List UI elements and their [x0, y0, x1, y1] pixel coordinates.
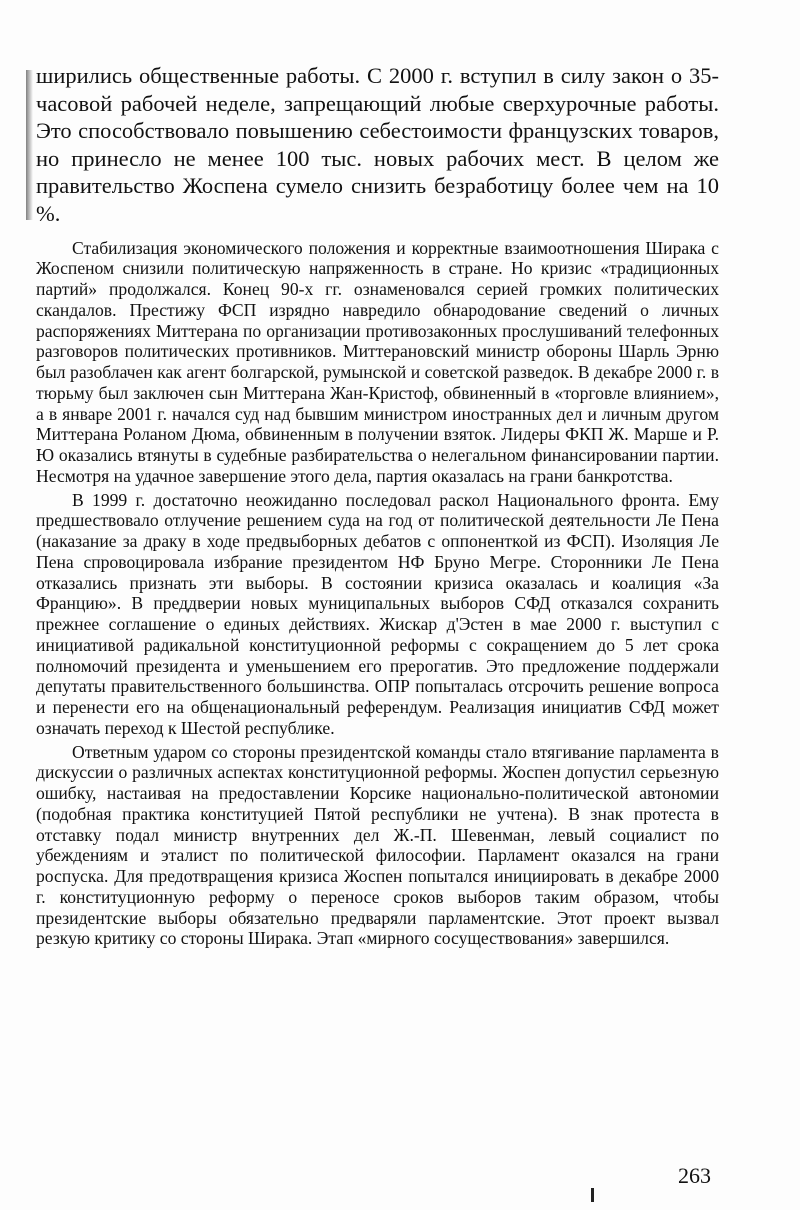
page-text — [36, 62, 719, 952]
paragraph-1: ширились общественные работы. С 2000 г. вступил в силу закон о 35-часовой рабочей неделе, запрещающий любые сверхурочные работы. Это способствовало повышению себестоимости французских товаров, но принесло не менее 100 тыс. новых рабочих мест. В целом же правительство Жоспена сумело снизить безработицу более чем на 10 %. — [36, 63, 719, 226]
scan-shadow — [26, 70, 33, 220]
paragraph-3: В 1999 г. достаточно неожиданно последовал раскол Национального фронта. Ему предшествовало отлучение решением суда на год от политической деятельности Ле Пена (наказание за драку в ходе предвыборных дебатов с оппоненткой из ФСП). Изоляция Ле Пена спровоцировала избрание президентом НФ Бруно Мегре. Сторонники Ле Пена отказались признать эти выборы. В состоянии кризиса оказалась и коалиция «За Францию». В преддверии новых муниципальных выборов СФД отказался сохранить прежнее соглашение о единых действиях. Жискар д'Эстен в мае 2000 г. выступил с инициативой радикальной конституционной реформы с сокращением до 5 лет срока полномочий президента и уменьшением его прерогатив. Это предложение поддержали депутаты правительственного большинства. ОПР попыталась отсрочить решение вопроса и перенести его на общенациональный референдум. Реализация инициатив СФД может означать переход к Шестой республике. — [36, 489, 719, 738]
scan-mark — [591, 1188, 594, 1202]
paragraph-2: Стабилизация экономического положения и корректные взаимоотношения Ширака с Жоспеном снизили политическую напряженность в стране. Но кризис «традиционных партий» продолжался. Конец 90-х гг. ознаменовался серией громких политических скандалов. Престижу ФСП изрядно навредило обнародование сведений о личных распоряжениях Миттерана по организации противозаконных прослушиваний телефонных разговоров политических противников. Миттерановский министр обороны Шарль Эрню был разоблачен как агент болгарской, румынской и советской разведок. В декабре 2000 г. в тюрьму был заключен сын Миттерана Жан-Кристоф, обвиненный в «торговле влиянием», а в январе 2001 г. начался суд над бывшим министром иностранных дел и личным другом Миттерана Роланом Дюма, обвиненным в получении взяток. Лидеры ФКП Ж. Марше и Р. Ю оказались втянуты в судебные разбирательства о нелегальном финансировании партии. Несмотря на удачное завершение этого дела, партия оказалась на грани банкротства. — [36, 237, 719, 486]
paragraph-4: Ответным ударом со стороны президентской команды стало втягивание парламента в дискуссии о различных аспектах конституционной реформы. Жоспен допустил серьезную ошибку, настаивая на предоставлении Корсике национально-политической автономии (подобная практика конституцией Пятой республики не учтена). В знак протеста в отставку подал министр внутренних дел Ж.-П. Шевенман, левый социалист по убеждениям и эталист по политической философии. Парламент оказался на грани роспуска. Для предотвращения кризиса Жоспен попытался инициировать в декабре 2000 г. конституционную реформу о переносе сроков выборов таким образом, чтобы президентские выборы обязательно предваряли парламентские. Этот проект вызвал резкую критику со стороны Ширака. Этап «мирного сосуществования» завершился. — [36, 741, 719, 949]
page-number: 263 — [678, 1163, 711, 1188]
